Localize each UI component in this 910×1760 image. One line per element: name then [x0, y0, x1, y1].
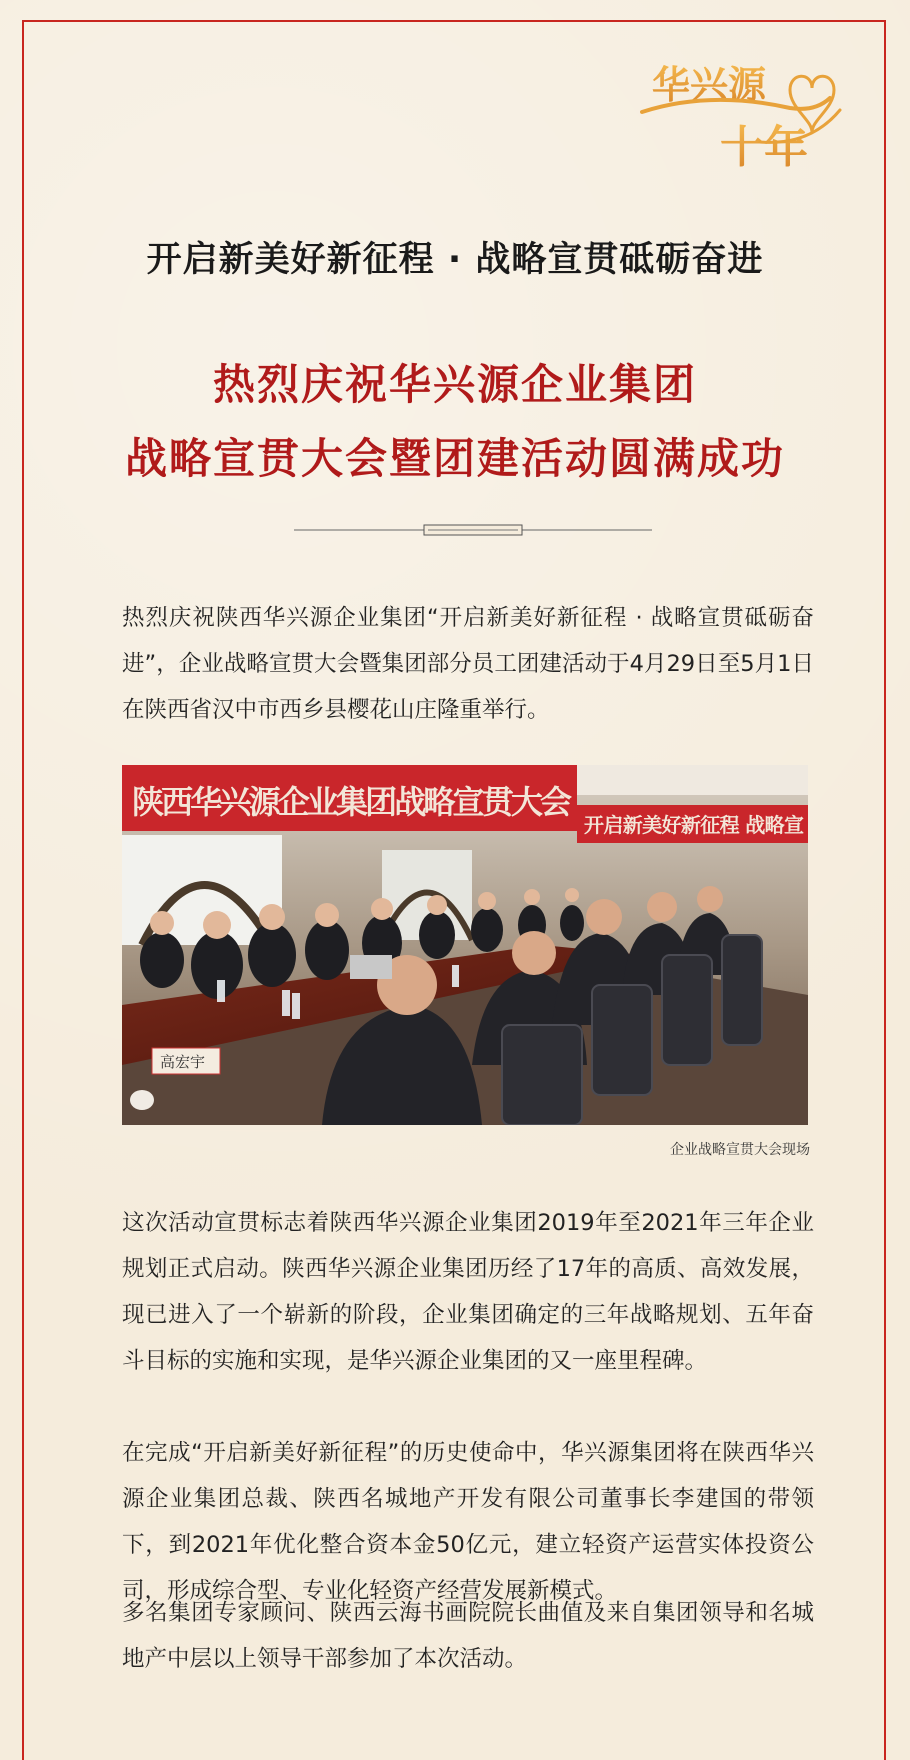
banner-left-text: 陕西华兴源企业集团战略宣贯大会 — [132, 783, 572, 821]
banner-right-text: 开启新美好新征程 战略宣 — [584, 813, 804, 837]
paragraph-attendees: 多名集团专家顾问、陕西云海书画院院长曲值及来自集团领导和名城地产中层以上领导干部参加了本次活动。 — [122, 1600, 814, 1672]
intro-paragraph: 热烈庆祝陕西华兴源企业集团“开启新美好新征程 · 战略宣贯砥砺奋进”，企业战略宣贯大会暨集团部分员工团建活动于4月29日至5月1日在陕西省汉中市西乡县樱花山庄隆重举行。 — [122, 605, 814, 723]
ornamental-divider — [294, 523, 652, 537]
nameplate-text: 高宏宇 — [160, 1053, 206, 1071]
title-line-1: 热烈庆祝华兴源企业集团 — [212, 360, 697, 409]
headline: 开启新美好新征程 · 战略宣贯砥砺奋进 — [146, 240, 764, 280]
title-line-2: 战略宣贯大会暨团建活动圆满成功 — [124, 434, 785, 483]
paragraph-mission: 在完成“开启新美好新征程”的历史使命中，华兴源集团将在陕西华兴源企业集团总裁、陕西名城地产开发有限公司董事长李建国的带领下，到2021年优化整合资本金50亿元，建立轻资产运营实体投资公司，形成综合型、专业化轻资产经营发展新模式。 — [122, 1440, 814, 1604]
conference-photo — [122, 765, 808, 1125]
logo-text-ten-years: 十年 — [720, 122, 808, 170]
photo-caption: 企业战略宣贯大会现场 — [670, 1142, 810, 1158]
huaxingyuan-ten-years-logo — [640, 50, 860, 170]
paragraph-plan-launch: 这次活动宣贯标志着陕西华兴源企业集团2019年至2021年三年企业规划正式启动。陕西华兴源企业集团历经了17年的高质、高效发展，现已进入了一个崭新的阶段，企业集团确定的三年战略规划、五年奋斗目标的实施和实现，是华兴源企业集团的又一座里程碑。 — [122, 1210, 814, 1374]
logo-text-brand: 华兴源 — [652, 63, 767, 107]
